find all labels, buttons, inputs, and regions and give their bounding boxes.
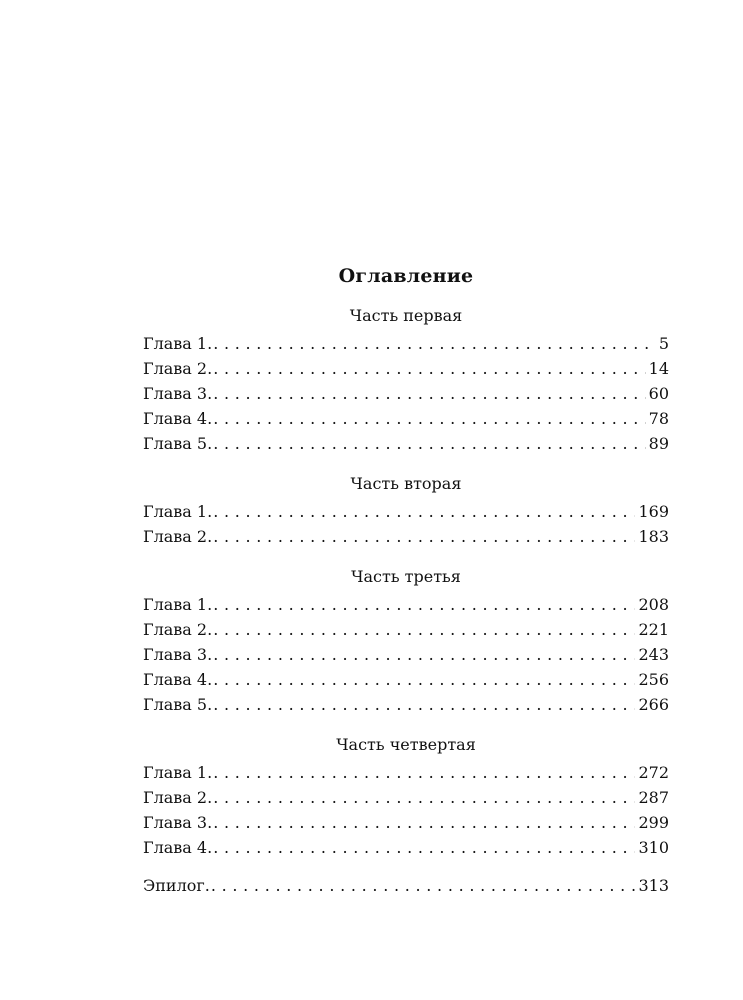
dot-leader — [211, 873, 636, 898]
entry-label: Глава 5. — [143, 434, 213, 453]
entry-label: Глава 3. — [143, 645, 213, 664]
toc-entry[interactable] — [143, 810, 669, 835]
entry-label: Глава 3. — [143, 384, 213, 403]
toc-entry[interactable] — [143, 431, 669, 456]
entry-page-number: 272 — [638, 763, 669, 782]
entry-page-number: 89 — [648, 434, 669, 453]
dot-leader — [213, 406, 645, 431]
dot-leader — [213, 835, 635, 860]
dot-leader — [213, 431, 645, 456]
dot-leader — [213, 499, 635, 524]
toc-entry[interactable] — [143, 835, 669, 860]
part-3 — [143, 566, 669, 717]
part-4 — [143, 734, 669, 860]
entry-page-number: 310 — [638, 838, 669, 857]
dot-leader — [213, 810, 635, 835]
toc-entry[interactable] — [143, 692, 669, 717]
toc-entry[interactable] — [143, 524, 669, 549]
entry-label: Глава 3. — [143, 813, 213, 832]
entry-page-number: 60 — [648, 384, 669, 403]
entry-label: Глава 2. — [143, 788, 213, 807]
toc-entry[interactable] — [143, 381, 669, 406]
entry-label: Глава 2. — [143, 620, 213, 639]
toc-entry[interactable] — [143, 785, 669, 810]
table-of-contents — [143, 259, 669, 898]
entry-page-number: 5 — [658, 334, 669, 353]
toc-entry[interactable] — [143, 642, 669, 667]
entry-label: Глава 1. — [143, 502, 213, 521]
entry-label: Глава 4. — [143, 838, 213, 857]
dot-leader — [213, 592, 635, 617]
dot-leader — [213, 642, 635, 667]
dot-leader — [213, 692, 635, 717]
entry-page-number: 313 — [638, 876, 669, 895]
dot-leader — [213, 356, 645, 381]
part-2 — [143, 473, 669, 549]
entry-page-number: 256 — [638, 670, 669, 689]
entry-page-number: 221 — [638, 620, 669, 639]
dot-leader — [213, 760, 635, 785]
entry-page-number: 78 — [648, 409, 669, 428]
toc-entry[interactable] — [143, 331, 669, 356]
toc-entry[interactable] — [143, 499, 669, 524]
entry-page-number: 243 — [638, 645, 669, 664]
entry-label: Глава 4. — [143, 409, 213, 428]
entry-label: Глава 2. — [143, 359, 213, 378]
dot-leader — [213, 785, 635, 810]
toc-entry[interactable] — [143, 592, 669, 617]
toc-entry[interactable] — [143, 617, 669, 642]
toc-entry[interactable] — [143, 356, 669, 381]
entry-label: Глава 1. — [143, 334, 213, 353]
part-title: Часть первая — [349, 306, 463, 325]
dot-leader — [213, 617, 635, 642]
entry-page-number: 208 — [638, 595, 669, 614]
part-1 — [143, 305, 669, 456]
toc-entry[interactable] — [143, 667, 669, 692]
entry-label: Глава 2. — [143, 527, 213, 546]
entry-label: Эпилог. — [143, 876, 210, 895]
entry-label: Глава 5. — [143, 695, 213, 714]
entry-page-number: 287 — [638, 788, 669, 807]
entry-page-number: 169 — [638, 502, 669, 521]
entry-page-number: 299 — [638, 813, 669, 832]
toc-title: Оглавление — [338, 265, 474, 287]
entry-label: Глава 1. — [143, 763, 213, 782]
dot-leader — [213, 524, 635, 549]
entry-label: Глава 4. — [143, 670, 213, 689]
entry-label: Глава 1. — [143, 595, 213, 614]
toc-entry-epilogue[interactable] — [143, 873, 669, 898]
dot-leader — [213, 331, 656, 356]
entry-page-number: 14 — [648, 359, 669, 378]
dot-leader — [213, 381, 645, 406]
part-title: Часть третья — [351, 567, 461, 586]
toc-entry[interactable] — [143, 760, 669, 785]
entry-page-number: 266 — [638, 695, 669, 714]
part-title: Часть вторая — [350, 474, 462, 493]
toc-entry[interactable] — [143, 406, 669, 431]
part-title: Часть четвертая — [336, 735, 476, 754]
dot-leader — [213, 667, 635, 692]
entry-page-number: 183 — [638, 527, 669, 546]
